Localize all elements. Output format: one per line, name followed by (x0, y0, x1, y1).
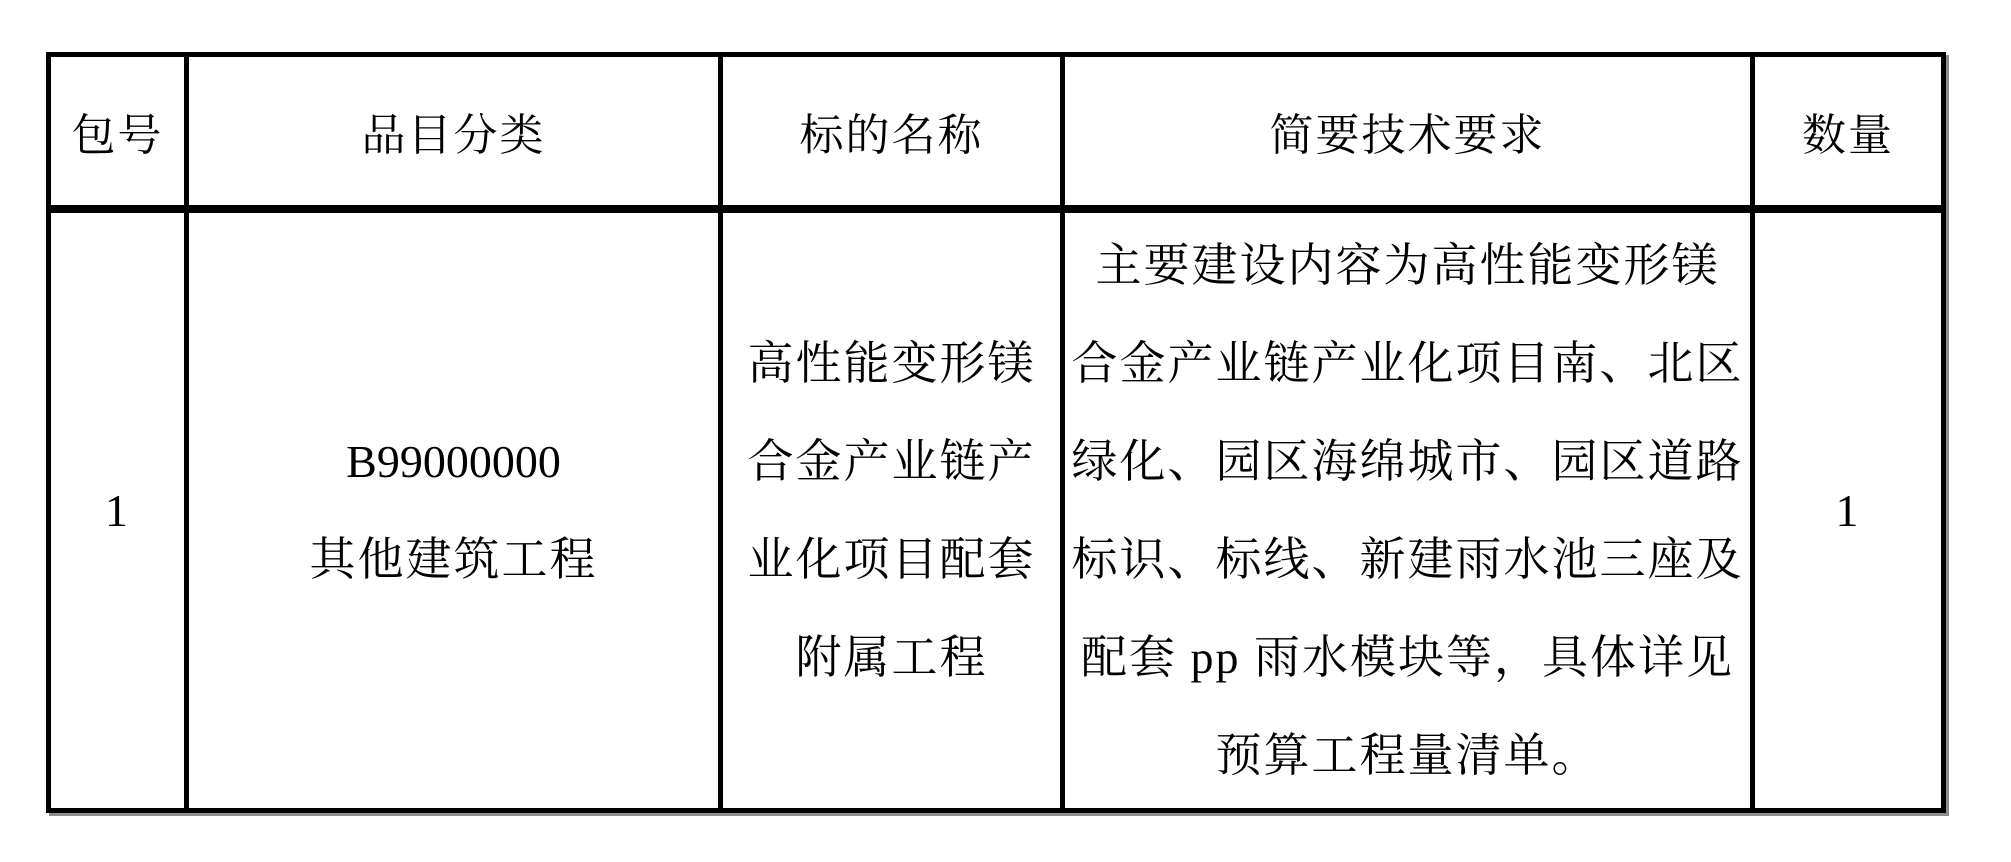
cell-quantity: 1 (1753, 209, 1944, 811)
category-text (193, 413, 714, 609)
header-subject-name: 标的名称 (721, 55, 1063, 210)
cell-category (187, 209, 721, 811)
header-technical-requirements: 简要技术要求 (1063, 55, 1753, 210)
text-line: 主要建设内容为高性能变形镁 (1095, 239, 1720, 291)
header-category: 品目分类 (187, 55, 721, 210)
text-line: B99000000 (346, 435, 561, 487)
text-line: 合金产业链产 (747, 435, 1036, 487)
text-line: 绿化、园区海绵城市、园区道路 (1071, 435, 1744, 487)
procurement-table (46, 52, 1946, 813)
text-line: 配套 pp 雨水模块等，具体详见 (1081, 631, 1734, 683)
text-line: 业化项目配套 (747, 533, 1036, 585)
header-package-no: 包号 (49, 55, 187, 210)
text-line: 标识、标线、新建雨水池三座及 (1071, 533, 1744, 585)
text-line: 预算工程量清单。 (1215, 729, 1600, 781)
text-line: 附属工程 (795, 631, 988, 683)
requirements-text (1069, 217, 1746, 805)
subject-text (727, 315, 1056, 707)
text-line: 合金产业链产业化项目南、北区 (1071, 337, 1744, 389)
table-row (49, 209, 1944, 811)
text-line: 其他建筑工程 (309, 533, 598, 585)
header-quantity: 数量 (1753, 55, 1944, 210)
cell-subject-name (721, 209, 1063, 811)
cell-package-no: 1 (49, 209, 187, 811)
text-line: 高性能变形镁 (747, 337, 1036, 389)
cell-technical-requirements (1063, 209, 1753, 811)
header-row (49, 55, 1944, 210)
